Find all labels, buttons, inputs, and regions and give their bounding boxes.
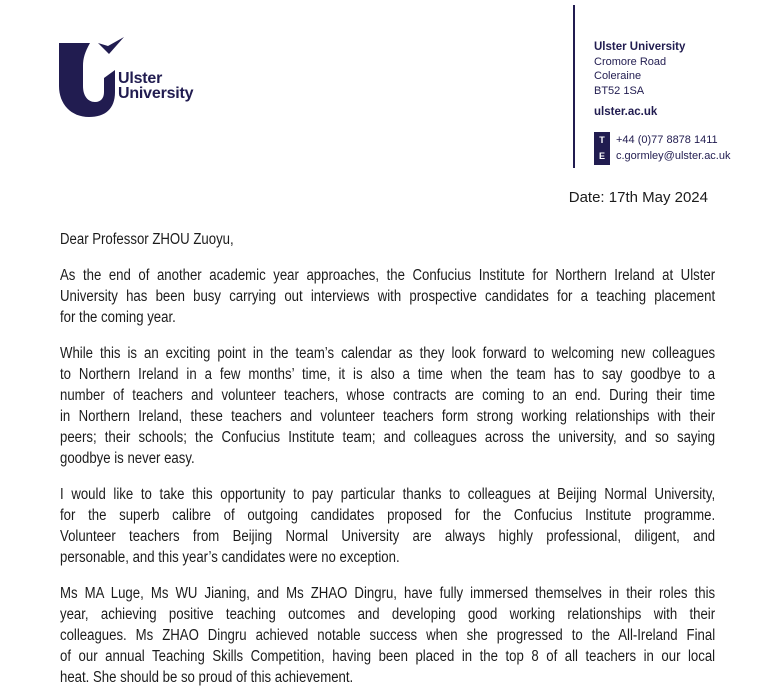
letter-line: Ms MA Luge, Ms WU Jianing, and Ms ZHAO Dingru, have fully immersed themselves in their roles this xyxy=(60,585,716,602)
phone-badge-letter: T xyxy=(599,134,605,145)
ulster-university-logo-icon xyxy=(59,36,125,118)
email-address: c.gormley@ulster.ac.uk xyxy=(616,150,731,163)
phone-number: +44 (0)77 8878 1411 xyxy=(616,133,718,146)
letter-line: goodbye is never easy. xyxy=(60,450,195,467)
contact-texts xyxy=(616,132,731,165)
letter-line: While this is an exciting point in the team’s calendar as they look forward to welcoming new colleagues xyxy=(60,345,716,362)
paragraph xyxy=(60,265,715,328)
contact-name: Ulster University xyxy=(594,41,686,53)
letter-line: for the superb calibre of outgoing candidates proposed for the Confucius Institute programme. xyxy=(60,507,716,524)
address-line: BT52 1SA xyxy=(594,84,645,97)
letter-line: number of teachers and volunteer teachers, whose contracts are coming to an end. During their time xyxy=(60,387,716,404)
header-divider xyxy=(573,5,575,168)
letter-line: of our annual Teaching Skills Competition, having been placed in the top 8 of all teachers in our local xyxy=(60,648,716,665)
salutation: Dear Professor ZHOU Zuoyu, xyxy=(60,231,234,248)
phone-email-rows xyxy=(594,132,764,165)
letter-paragraphs xyxy=(60,265,715,688)
email-badge-letter: E xyxy=(598,151,605,162)
website-link: ulster.ac.uk xyxy=(594,106,658,119)
letter-line: year, achieving positive teaching outcomes and developing good working relationships with their xyxy=(60,606,716,623)
paragraph xyxy=(60,343,715,469)
address-line: Cromore Road xyxy=(594,55,667,68)
address-line: Coleraine xyxy=(594,70,642,83)
letter-body xyxy=(60,229,715,688)
letter-line: in Northern Ireland, these teachers and volunteer teachers form strong working relationships with their xyxy=(60,408,716,425)
letter-line: Volunteer teachers from Beijing Normal University are always highly professional, diligent, and xyxy=(60,528,716,545)
logo-wordmark-line2: University xyxy=(118,85,194,102)
date-line: Date: 17th May 2024 xyxy=(568,189,708,206)
letter-line: colleagues. Ms ZHAO Dingru achieved notable success when she progressed to the All-Ireland Final xyxy=(60,627,716,644)
letter-line: personable, and this year’s candidates were no exception. xyxy=(60,549,400,566)
letter-line: As the end of another academic year approaches, the Confucius Institute for Northern Ireland at Ulster xyxy=(60,267,716,284)
logo-wordmark-line1: Ulster xyxy=(118,70,163,87)
paragraph xyxy=(60,484,715,568)
letter-line: I would like to take this opportunity to pay particular thanks to colleagues at Beijing Normal University, xyxy=(60,486,716,503)
contact-block xyxy=(594,40,764,165)
paragraph xyxy=(60,583,715,688)
letter-line: for the coming year. xyxy=(60,309,176,326)
phone-email-badge xyxy=(594,132,610,165)
logo-wordmark xyxy=(118,71,193,101)
letter-line: heat. She should be so proud of this achievement. xyxy=(60,669,354,686)
address-lines xyxy=(594,55,764,99)
letter-line: to Northern Ireland in a few months’ time, it is also a time when the team has to say goodbye to a xyxy=(60,366,716,383)
letter-line: University has been busy carrying out interviews with prospective candidates for a teaching placement xyxy=(60,288,716,305)
letter-line: peers; their schools; the Confucius Institute team; and colleagues across the university, and so saying xyxy=(60,429,716,446)
